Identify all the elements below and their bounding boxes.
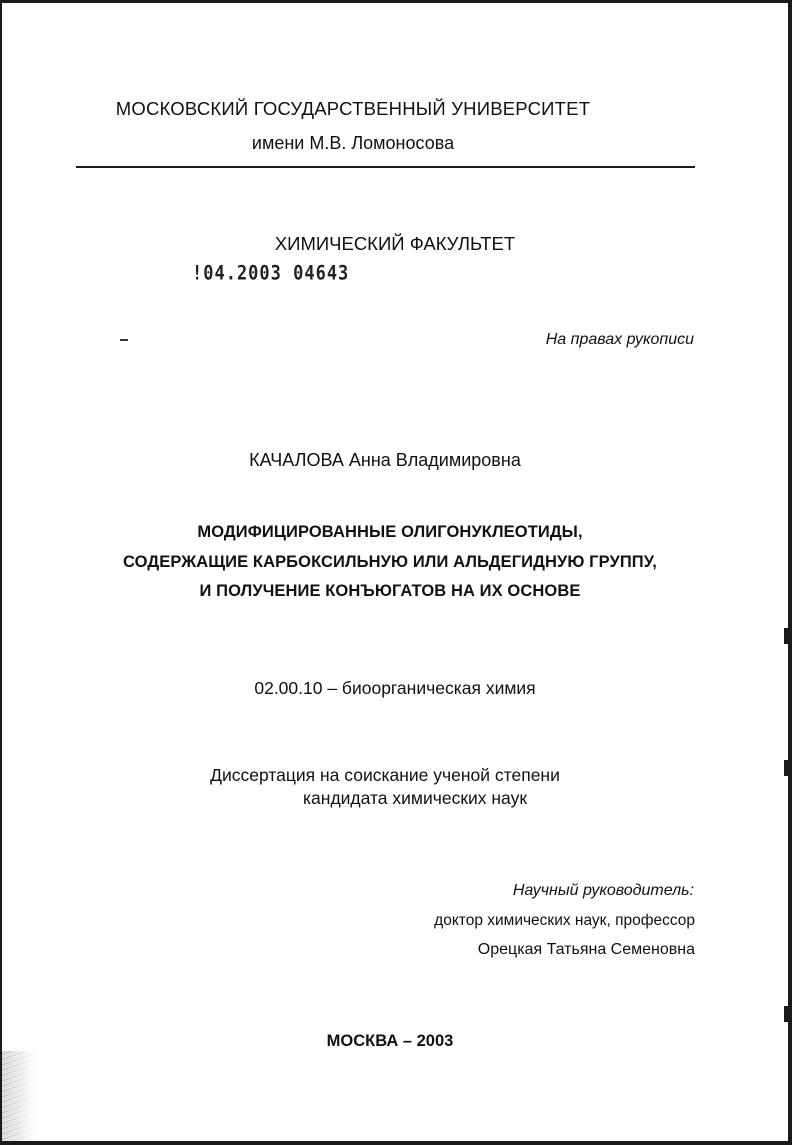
registration-stamp: !04.2003 04643 <box>192 262 350 285</box>
scan-edge-shadow <box>2 1051 36 1141</box>
scan-border-top <box>0 0 792 3</box>
speciality-code: 02.00.10 – биоорганическая химия <box>254 678 536 698</box>
header-divider <box>76 166 695 168</box>
scan-border-bottom <box>0 1141 792 1145</box>
scan-dash-mark <box>120 339 128 341</box>
supervisor-title: доктор химических наук, профессор <box>434 912 695 929</box>
supervisor-label: Научный руководитель: <box>512 882 694 899</box>
university-name: МОСКОВСКИЙ ГОСУДАРСТВЕННЫЙ УНИВЕРСИТЕТ <box>115 98 591 119</box>
scan-edge-mark <box>784 760 788 776</box>
author-name: КАЧАЛОВА Анна Владимировна <box>249 450 521 470</box>
scan-border-left <box>0 0 2 1145</box>
degree-line-1: Диссертация на соискание ученой степени <box>210 765 560 785</box>
scan-edge-mark <box>784 628 788 644</box>
manuscript-rights-note: На правах рукописи <box>545 331 694 348</box>
thesis-title-line-1: МОДИФИЦИРОВАННЫЕ ОЛИГОНУКЛЕОТИДЫ, <box>197 523 583 541</box>
thesis-title-line-3: И ПОЛУЧЕНИЕ КОНЪЮГАТОВ НА ИХ ОСНОВЕ <box>199 582 581 600</box>
degree-line-2: кандидата химических наук <box>303 788 527 808</box>
city-and-year: МОСКВА – 2003 <box>326 1032 454 1050</box>
university-subtitle: имени М.В. Ломоносова <box>251 133 455 153</box>
supervisor-name: Орецкая Татьяна Семеновна <box>477 941 695 958</box>
faculty-name: ХИМИЧЕСКИЙ ФАКУЛЬТЕТ <box>274 233 516 254</box>
scan-edge-mark <box>784 1006 788 1022</box>
thesis-title-line-2: СОДЕРЖАЩИЕ КАРБОКСИЛЬНУЮ ИЛИ АЛЬДЕГИДНУЮ ГРУППУ, <box>123 553 657 571</box>
scan-border-right <box>788 0 792 1145</box>
